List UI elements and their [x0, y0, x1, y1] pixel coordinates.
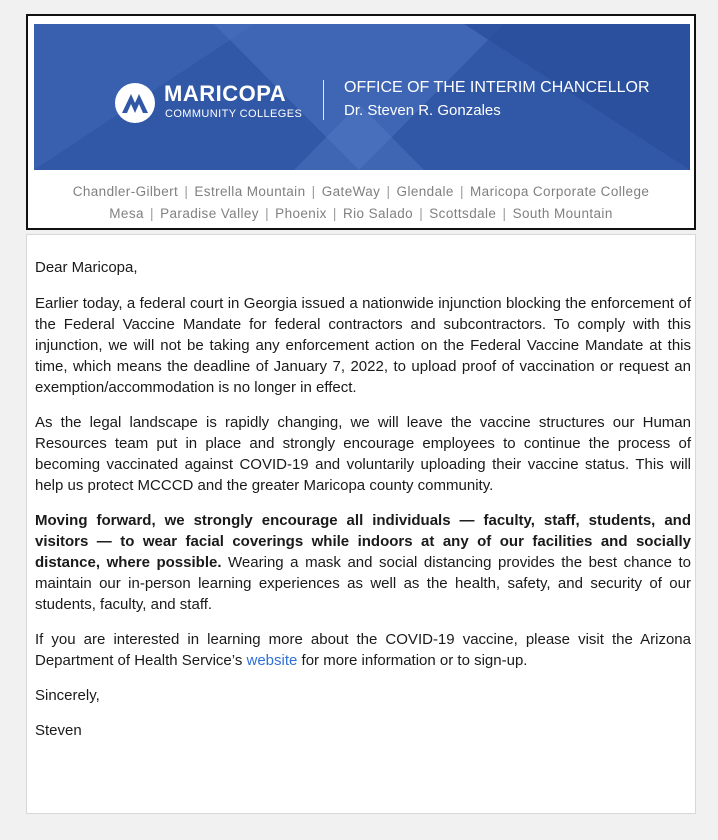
campus-name: South Mountain [512, 206, 613, 221]
brand-name: MARICOPA [164, 81, 287, 106]
campus-separator: | [386, 184, 391, 199]
chancellor-banner [34, 24, 690, 170]
campus-name: Estrella Mountain [194, 184, 306, 199]
campus-name: Scottsdale [429, 206, 497, 221]
greeting: Dear Maricopa, [35, 259, 138, 276]
campus-name: Paradise Valley [160, 206, 259, 221]
chancellor-name: Dr. Steven R. Gonzales [344, 102, 501, 119]
brand-subtitle: COMMUNITY COLLEGES [165, 108, 303, 120]
adhs-website-link[interactable]: website [246, 652, 298, 669]
campus-name: Glendale [396, 184, 454, 199]
sign-off: Sincerely, [35, 687, 100, 704]
campus-separator: | [502, 206, 507, 221]
campus-name: Mesa [109, 206, 144, 221]
email-body [26, 234, 696, 814]
facial-coverings-detail: Wearing a mask and social distancing provides the best chance to maintain our in-person learning experiences as well as the health, safety, and security of our students, faculty, and staff. [35, 554, 691, 613]
vaccine-info-text-end: for more information or to sign-up. [297, 652, 528, 669]
campus-separator: | [419, 206, 424, 221]
office-title: OFFICE OF THE INTERIM CHANCELLOR [344, 79, 650, 96]
campus-name: Maricopa Corporate College [470, 184, 650, 199]
facial-coverings-emphasis: Moving forward, we strongly encourage all individuals — faculty, staff, students, and visitors — to wear facial coverings while indoors at any of our facilities and socially distance, where possible. [35, 512, 691, 571]
campus-separator: | [332, 206, 337, 221]
vaccine-info-text: If you are interested in learning more about the COVID-19 vaccine, please visit the Arizona Department of Health Service’s [35, 631, 691, 669]
campus-separator: | [265, 206, 270, 221]
paragraph-vaccine-info [35, 629, 691, 671]
campus-name: Rio Salado [343, 206, 414, 221]
email-header [26, 14, 696, 230]
campus-name: Chandler-Gilbert [72, 184, 179, 199]
campus-separator: | [184, 184, 189, 199]
campus-list-line-1 [28, 184, 694, 199]
campus-separator: | [311, 184, 316, 199]
signature: Steven [35, 722, 82, 739]
campus-name: Phoenix [275, 206, 327, 221]
campus-list-line-2 [28, 206, 694, 221]
paragraph-facial-coverings [35, 510, 691, 615]
paragraph-legal-landscape: As the legal landscape is rapidly changing, we will leave the vaccine structures our Human Resources team put in place and strongly encourage employees to continue the process of becoming vaccinated against COVID-19 and voluntarily uploading their vaccine status. This will help us protect MCCCD and the greater Maricopa county community. [35, 414, 691, 494]
header-divider [323, 80, 324, 120]
letter-content [35, 257, 691, 755]
campus-separator: | [459, 184, 464, 199]
paragraph-injunction: Earlier today, a federal court in Georgia issued a nationwide injunction blocking the enforcement of the Federal Vaccine Mandate for federal contractors and subcontractors. To comply with this injunction, we will not be taking any enforcement action on the Federal Vaccine Mandate at this time, which means the deadline of January 7, 2022, to upload proof of vaccination or request an exemption/accommodation is no longer in effect. [35, 295, 691, 396]
campus-separator: | [150, 206, 154, 221]
maricopa-logo-icon [114, 82, 156, 124]
campus-name: GateWay [321, 184, 381, 199]
